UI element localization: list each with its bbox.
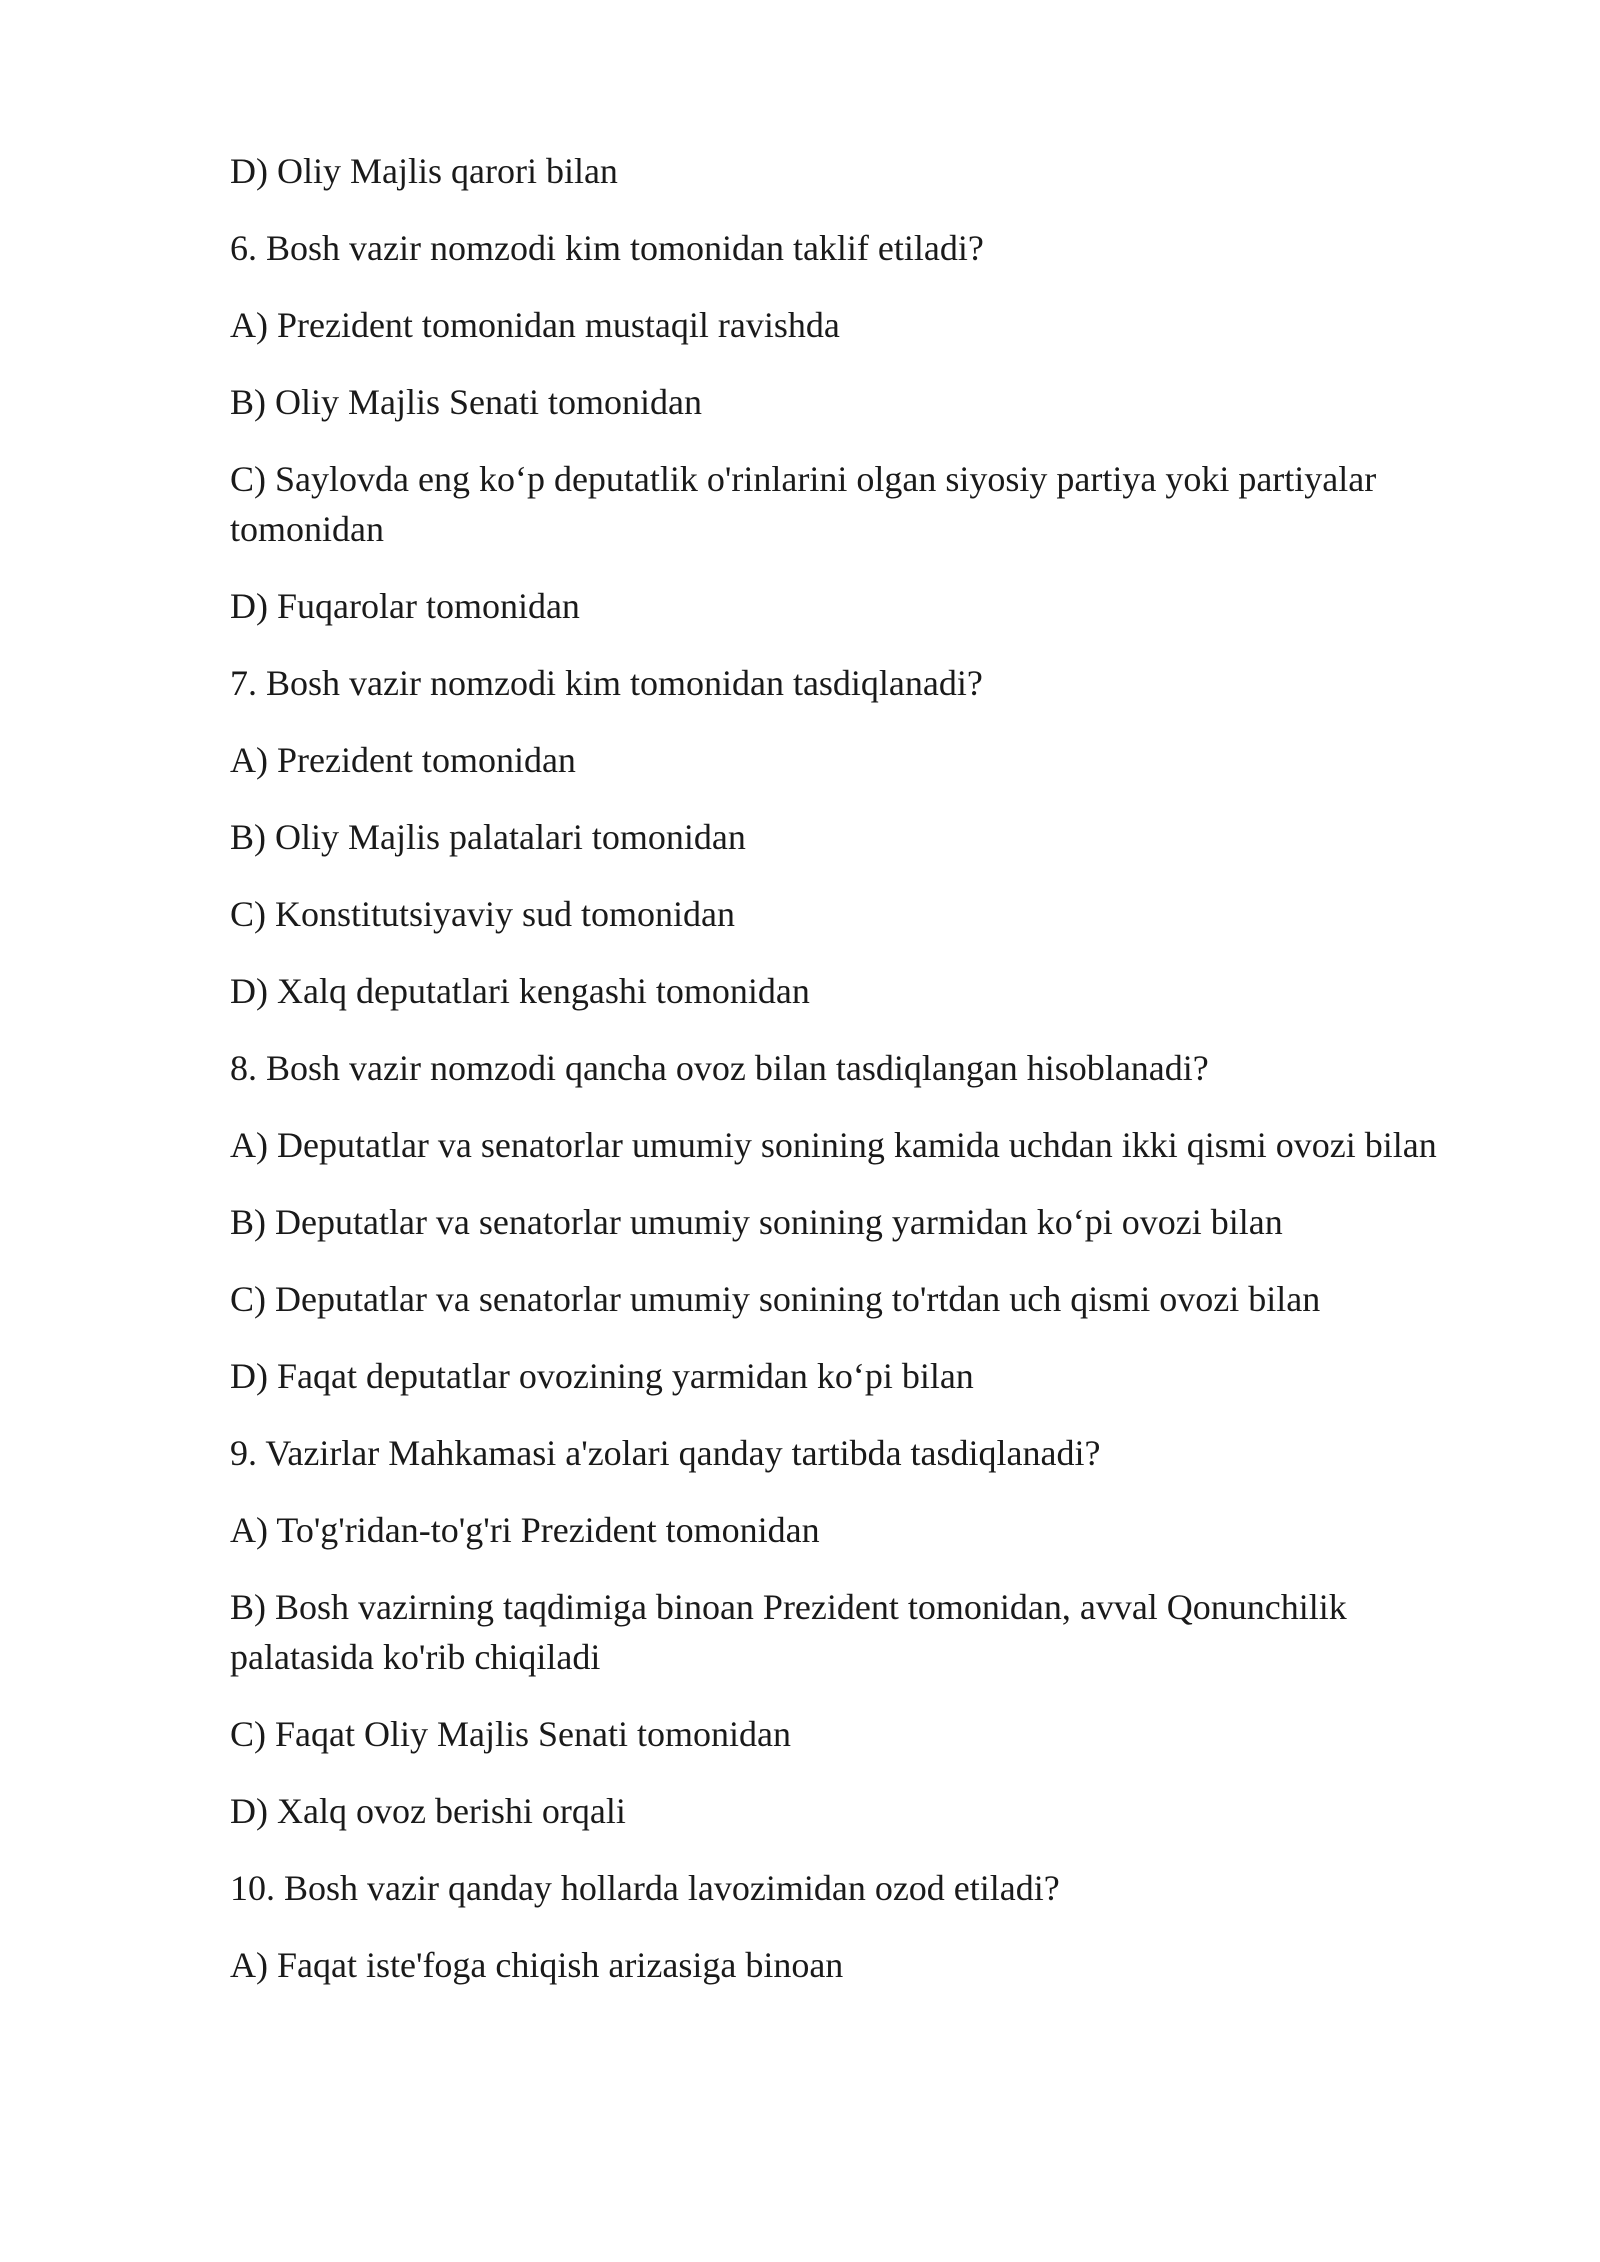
answer-option: A) Deputatlar va senatorlar umumiy sonining kamida uchdan ikki qismi ovozi bilan	[230, 1125, 1437, 1165]
question: 6. Bosh vazir nomzodi kim tomonidan taklif etiladi?	[230, 228, 984, 268]
answer-option: C) Saylovda eng ko‘p deputatlik o'rinlarini olgan siyosiy partiya yoki partiyalar tomonidan	[230, 459, 1377, 549]
answer-option: C) Konstitutsiyaviy sud tomonidan	[230, 894, 736, 934]
answer-option: A) Faqat iste'foga chiqish arizasiga binoan	[230, 1945, 844, 1985]
answer-option: B) Deputatlar va senatorlar umumiy sonining yarmidan ko‘pi ovozi bilan	[230, 1202, 1283, 1242]
answer-option: D) Faqat deputatlar ovozining yarmidan ko‘pi bilan	[230, 1356, 974, 1396]
question: 8. Bosh vazir nomzodi qancha ovoz bilan tasdiqlangan hisoblanadi?	[230, 1048, 1209, 1088]
answer-option: A) To'g'ridan-to'g'ri Prezident tomonidan	[230, 1510, 820, 1550]
answer-option: D) Xalq deputatlari kengashi tomonidan	[230, 971, 810, 1011]
answer-option: B) Bosh vazirning taqdimiga binoan Prezident tomonidan, avval Qonunchilik palatasida ko'rib chiqiladi	[230, 1587, 1347, 1677]
answer-option: D) Fuqarolar tomonidan	[230, 586, 580, 626]
question: 9. Vazirlar Mahkamasi a'zolari qanday tartibda tasdiqlanadi?	[230, 1433, 1101, 1473]
document-body	[230, 146, 1445, 2017]
answer-option: C) Faqat Oliy Majlis Senati tomonidan	[230, 1714, 791, 1754]
answer-option: C) Deputatlar va senatorlar umumiy sonining to'rtdan uch qismi ovozi bilan	[230, 1279, 1321, 1319]
question: 10. Bosh vazir qanday hollarda lavozimidan ozod etiladi?	[230, 1868, 1060, 1908]
answer-option: D) Oliy Majlis qarori bilan	[230, 151, 618, 191]
answer-option: A) Prezident tomonidan mustaqil ravishda	[230, 305, 840, 345]
answer-option: D) Xalq ovoz berishi orqali	[230, 1791, 626, 1831]
answer-option: A) Prezident tomonidan	[230, 740, 576, 780]
answer-option: B) Oliy Majlis Senati tomonidan	[230, 382, 702, 422]
answer-option: B) Oliy Majlis palatalari tomonidan	[230, 817, 746, 857]
question: 7. Bosh vazir nomzodi kim tomonidan tasdiqlanadi?	[230, 663, 983, 703]
